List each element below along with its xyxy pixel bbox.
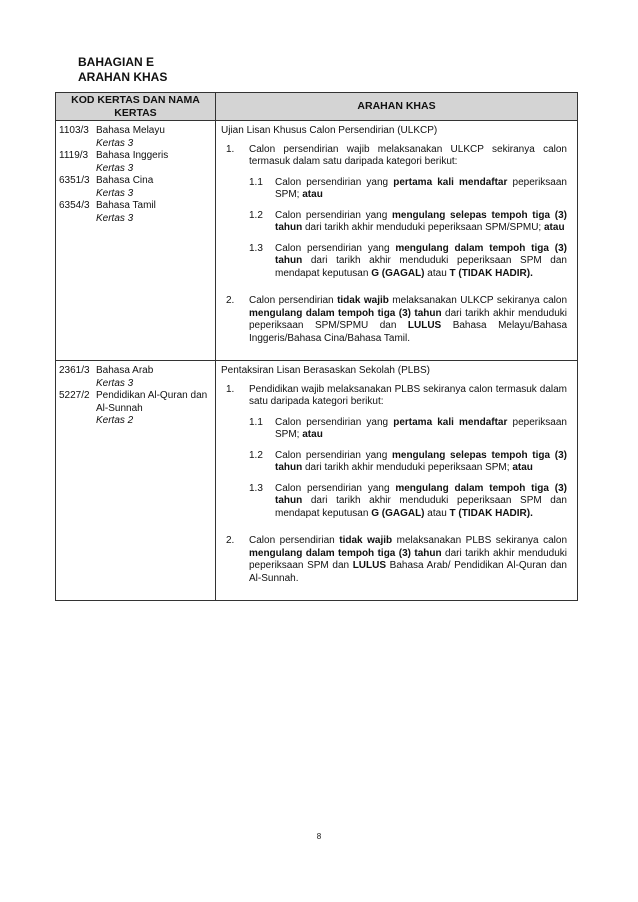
bold-run: atau [302, 429, 323, 440]
item-number: 2. [226, 295, 235, 306]
table-row [56, 361, 578, 601]
text-run: atau [424, 267, 450, 279]
bold-run: G (GAGAL) [371, 507, 425, 519]
paper-kertas: Kertas 3 [96, 137, 134, 149]
bold-run: atau [544, 222, 565, 233]
paper-entry [59, 125, 212, 150]
text-run: Calon persendirian yang [275, 209, 392, 221]
bold-run: mengulang dalam tempoh tiga (3) tahun [249, 547, 442, 559]
sub-item-number: 1.3 [249, 242, 263, 254]
paper-code: 2361/3 [59, 365, 90, 376]
bold-run: mengulang dalam tempoh tiga (3) tahun [275, 482, 567, 506]
bold-run: LULUS [407, 320, 442, 331]
paper-name-block [96, 150, 212, 175]
bold-run: mengulang selepas tempoh tiga (3) tahun [275, 209, 567, 233]
sub-item-text [275, 483, 567, 521]
paper-kertas: Kertas 3 [96, 162, 134, 174]
item-number: 1. [226, 143, 235, 155]
header-paper-code: KOD KERTAS DAN NAMA KERTAS [56, 93, 216, 121]
bold-run: atau [302, 189, 323, 200]
text-run: Calon persendirian yang [275, 242, 396, 254]
bold-run: mengulang dalam tempoh tiga (3) tahun [275, 242, 567, 266]
paper-entry [59, 150, 212, 175]
paper-name-block [96, 200, 212, 225]
instructions-cell [216, 121, 578, 361]
paper-kertas: Kertas 2 [96, 415, 134, 426]
paper-name: Pendidikan Al-Quran dan Al-Sunnah [96, 390, 208, 414]
table-row [56, 121, 578, 361]
text-run: Calon persendirian [249, 295, 338, 306]
instruction-item [221, 535, 567, 585]
paper-name-block [96, 175, 212, 200]
bold-run: T (TIDAK HADIR). [449, 267, 533, 279]
text-run: dari tarikh akhir menduduki peperiksaan SPM; [302, 462, 513, 473]
paper-code: 5227/2 [59, 390, 90, 401]
paper-name-block [96, 125, 212, 150]
paper-name: Bahasa Melayu [96, 125, 165, 136]
paper-kertas: Kertas 3 [96, 212, 134, 224]
item-body [249, 535, 567, 585]
section-heading-title: ARAHAN KHAS [78, 70, 168, 84]
sub-item-number: 1.1 [249, 416, 263, 428]
bold-run: T (TIDAK HADIR). [449, 507, 533, 519]
text-run: dari tarikh akhir menduduki peperiksaan SPM dan mendapat keputusan [275, 255, 567, 279]
table-header-row [56, 93, 578, 121]
sub-item-text [275, 417, 567, 442]
paper-name-block [96, 390, 212, 428]
bold-run: pertama kali mendaftar [393, 416, 508, 428]
sub-item-number: 1.1 [249, 176, 263, 188]
sub-item-text [275, 243, 567, 281]
sub-item-number: 1.2 [249, 449, 263, 461]
sub-item [249, 450, 567, 475]
paper-entry [59, 200, 212, 225]
bold-run: LULUS [352, 560, 387, 571]
paper-code: 6351/3 [59, 175, 90, 186]
item-body [249, 295, 567, 345]
text-run: Calon persendirian yang [275, 449, 392, 461]
item-intro: Pendidikan wajib melaksanakan PLBS sekiranya calon termasuk dalam satu daripada kategori berikut: [249, 383, 567, 407]
text-run: peperiksaan SPM; [275, 416, 567, 440]
sub-item-text [275, 450, 567, 475]
text-run: dari tarikh akhir menduduki peperiksaan SPM/SPMU; [302, 222, 544, 233]
text-run: dari tarikh akhir menduduki peperiksaan SPM/SPMU dan [249, 307, 567, 331]
sub-item [249, 417, 567, 442]
text-run: melaksanakan PLBS sekiranya calon [392, 535, 568, 546]
paper-entry [59, 390, 212, 428]
text-run: dari tarikh akhir menduduki peperiksaan SPM dan [249, 547, 567, 571]
paper-code: 1119/3 [59, 150, 89, 161]
item-intro: Calon persendirian wajib melaksanakan ULKCP sekiranya calon termasuk dalam satu daripada kategori berikut: [249, 143, 567, 167]
header-instructions: ARAHAN KHAS [216, 93, 578, 121]
item-body [249, 384, 567, 529]
text-run: melaksanakan ULKCP sekiranya calon [388, 295, 568, 306]
paper-name: Bahasa Arab [96, 365, 154, 376]
paper-entry [59, 175, 212, 200]
paper-name: Bahasa Cina [96, 175, 154, 186]
instruction-item [221, 384, 567, 529]
text-run: Calon persendirian yang [275, 482, 396, 494]
item-number: 1. [226, 383, 235, 395]
bold-run: pertama kali mendaftar [393, 176, 508, 188]
paper-name: Bahasa Tamil [96, 200, 156, 211]
text-run: Bahasa Arab/ Pendidikan Al-Quran dan Al-Sunnah. [249, 560, 567, 584]
text-run: Calon persendirian [249, 535, 340, 546]
text-run: dari tarikh akhir menduduki peperiksaan SPM dan mendapat keputusan [275, 495, 567, 519]
instruction-title: Pentaksiran Lisan Berasaskan Sekolah (PLBS) [221, 365, 431, 376]
instruction-item [221, 295, 567, 345]
sub-item-text [275, 210, 567, 235]
sub-item [249, 210, 567, 235]
text-run: Bahasa Melayu/Bahasa Inggeris/Bahasa Cina/Bahasa Tamil. [249, 320, 568, 344]
sub-item [249, 243, 567, 281]
sub-item-number: 1.3 [249, 482, 263, 494]
item-number: 2. [226, 535, 235, 546]
bold-run: mengulang selepas tempoh tiga (3) tahun [275, 449, 567, 473]
section-heading [78, 55, 167, 85]
special-instructions-table [55, 92, 578, 601]
text-run: Calon persendirian yang [275, 416, 394, 428]
instruction-item [221, 144, 567, 289]
section-heading-part: BAHAGIAN E [78, 55, 155, 69]
instructions-cell [216, 361, 578, 601]
paper-code: 1103/3 [59, 125, 89, 136]
sub-item [249, 483, 567, 521]
instruction-title: Ujian Lisan Khusus Calon Persendirian (ULKCP) [221, 125, 438, 136]
paper-entry [59, 365, 212, 390]
item-body [249, 144, 567, 289]
bold-run: tidak wajib [339, 535, 393, 546]
text-run: atau [424, 507, 450, 519]
text-run: peperiksaan SPM; [275, 176, 567, 200]
paper-name-block [96, 365, 212, 390]
bold-run: atau [512, 462, 533, 473]
paper-name: Bahasa Inggeris [96, 150, 169, 161]
bold-run: tidak wajib [337, 295, 389, 306]
bold-run: G (GAGAL) [371, 267, 425, 279]
page-number: 8 [316, 832, 322, 841]
text-run: Calon persendirian yang [275, 176, 394, 188]
paper-code: 6354/3 [59, 200, 90, 211]
paper-kertas: Kertas 3 [96, 377, 134, 389]
paper-list [56, 121, 216, 361]
sub-item [249, 177, 567, 202]
bold-run: mengulang dalam tempoh tiga (3) tahun [249, 307, 442, 319]
sub-item-number: 1.2 [249, 209, 263, 221]
sub-item-text [275, 177, 567, 202]
paper-list [56, 361, 216, 601]
paper-kertas: Kertas 3 [96, 187, 134, 199]
